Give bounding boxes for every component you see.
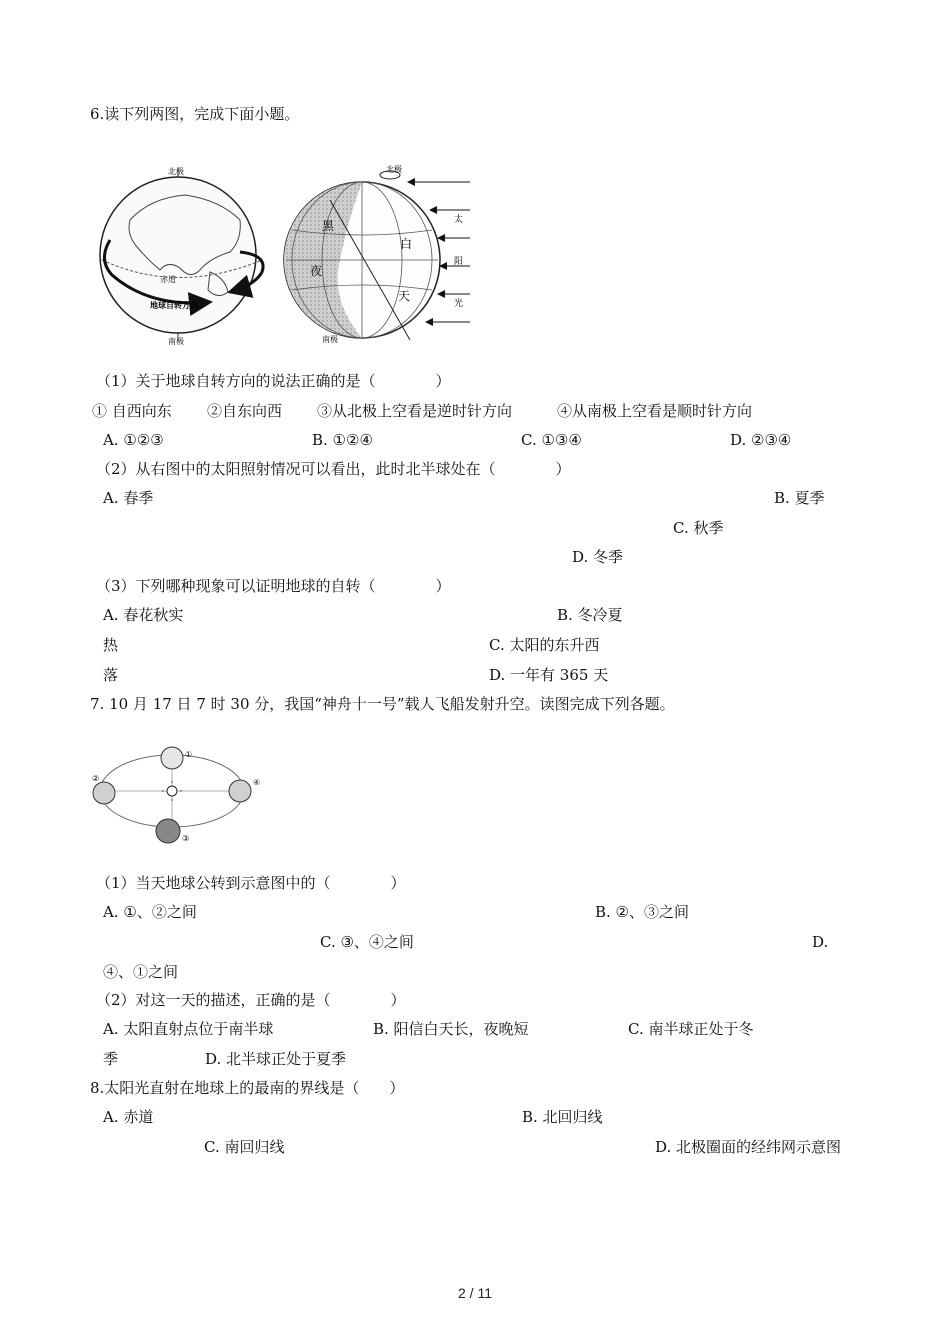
sunlight-char-3: 光 (454, 299, 464, 309)
night-char-1: 黑 (322, 219, 335, 233)
q6-sub1-option-c[interactable]: C. ①③④ (521, 431, 582, 449)
left-equator-label: 赤道 (160, 275, 176, 284)
q6-sub1-statement-2: ②自东向西 (207, 402, 283, 420)
q8-option-a[interactable]: A. 赤道 (103, 1108, 154, 1126)
q6-sub3-option-b[interactable]: B. 冬冷夏 (557, 606, 623, 624)
q6-sub2-option-c[interactable]: C. 秋季 (673, 519, 724, 537)
q7-sub1-stem: （1）当天地球公转到示意图中的（ ） (96, 874, 406, 892)
q7-sub1-option-b[interactable]: B. ②、③之间 (595, 903, 690, 921)
q6-sub3-option-d[interactable]: D. 一年有 365 天 (489, 666, 609, 684)
q6-sub3-option-b-cont: 热 (103, 636, 119, 654)
q6-sub1-option-a[interactable]: A. ①②③ (103, 431, 164, 449)
q6-sub2-stem: （2）从右图中的太阳照射情况可以看出，此时北半球处在（ ） (96, 460, 571, 478)
sunlight-char-2: 阳 (454, 257, 464, 267)
page-number: 2 / 11 (458, 1285, 492, 1301)
q6-sub1-statement-4: ④从南极上空看是顺时针方向 (557, 402, 753, 420)
orbit-mark-1: ① (185, 750, 193, 759)
q7-sub2-stem: （2）对这一天的描述，正确的是（ ） (96, 991, 406, 1009)
sunlight-char-1: 太 (454, 215, 464, 225)
right-globe (284, 164, 470, 344)
q8-option-d[interactable]: D. 北极圈面的经纬网示意图 (655, 1138, 842, 1156)
q7-sub2-option-a[interactable]: A. 太阳直射点位于南半球 (103, 1020, 274, 1038)
q8-option-b[interactable]: B. 北回归线 (522, 1108, 603, 1126)
q6-sub3-option-a[interactable]: A. 春花秋实 (103, 606, 184, 624)
day-char-2: 天 (398, 289, 411, 303)
q7-orbit-figure (90, 743, 265, 853)
q7-sub2-option-d[interactable]: D. 北半球正处于夏季 (205, 1050, 347, 1068)
right-north-label: 北极 (386, 165, 402, 174)
q7-sub1-option-d[interactable]: D. (812, 933, 829, 951)
q8-stem: 8.太阳光直射在地球上的最南的界线是（ ） (90, 1079, 405, 1097)
left-south-label: 南极 (168, 337, 184, 346)
left-globe (100, 166, 263, 346)
q7-stem: 7. 10 月 17 日 7 时 30 分，我国“神舟十一号”载人飞船发射升空。读图完成下列各题。 (90, 695, 675, 713)
orbit-mark-3: ③ (182, 834, 190, 843)
orbit-mark-2: ② (92, 774, 100, 783)
q7-sub1-option-d-cont: ④、①之间 (103, 963, 179, 981)
q6-sub1-option-b[interactable]: B. ①②④ (312, 431, 373, 449)
right-south-label: 南极 (322, 335, 338, 344)
night-char-2: 夜 (310, 264, 323, 278)
q7-sub2-option-c-cont: 季 (103, 1050, 119, 1068)
q6-sub1-stem: （1）关于地球自转方向的说法正确的是（ ） (96, 372, 451, 390)
q6-sub2-option-d[interactable]: D. 冬季 (572, 548, 624, 566)
q6-sub2-option-a[interactable]: A. 春季 (103, 489, 154, 507)
q6-sub3-stem: （3）下列哪种现象可以证明地球的自转（ ） (96, 577, 451, 595)
q6-globes-figure (90, 160, 480, 350)
day-char-1: 白 (400, 237, 413, 251)
q8-option-c[interactable]: C. 南回归线 (204, 1138, 285, 1156)
q6-sub1-statement-3: ③从北极上空看是逆时针方向 (317, 402, 513, 420)
q6-stem: 6.读下列两图，完成下面小题。 (90, 105, 300, 123)
left-north-label: 北极 (168, 167, 184, 176)
q7-sub2-option-b[interactable]: B. 阳信白天长，夜晚短 (373, 1020, 529, 1038)
q6-sub1-statement-1: ① 自西向东 (92, 402, 172, 420)
q6-sub1-option-d[interactable]: D. ②③④ (730, 431, 792, 449)
q7-sub1-option-c[interactable]: C. ③、④之间 (320, 933, 414, 951)
q7-sub2-option-c[interactable]: C. 南半球正处于冬 (628, 1020, 754, 1038)
q6-sub3-option-c-cont: 落 (103, 666, 119, 684)
q6-sub2-option-b[interactable]: B. 夏季 (774, 489, 825, 507)
q6-sub3-option-c[interactable]: C. 太阳的东升西 (489, 636, 600, 654)
q7-sub1-option-a[interactable]: A. ①、②之间 (103, 903, 197, 921)
left-rotation-label: 地球自转方向 (150, 300, 198, 310)
orbit-mark-4: ④ (253, 778, 261, 787)
